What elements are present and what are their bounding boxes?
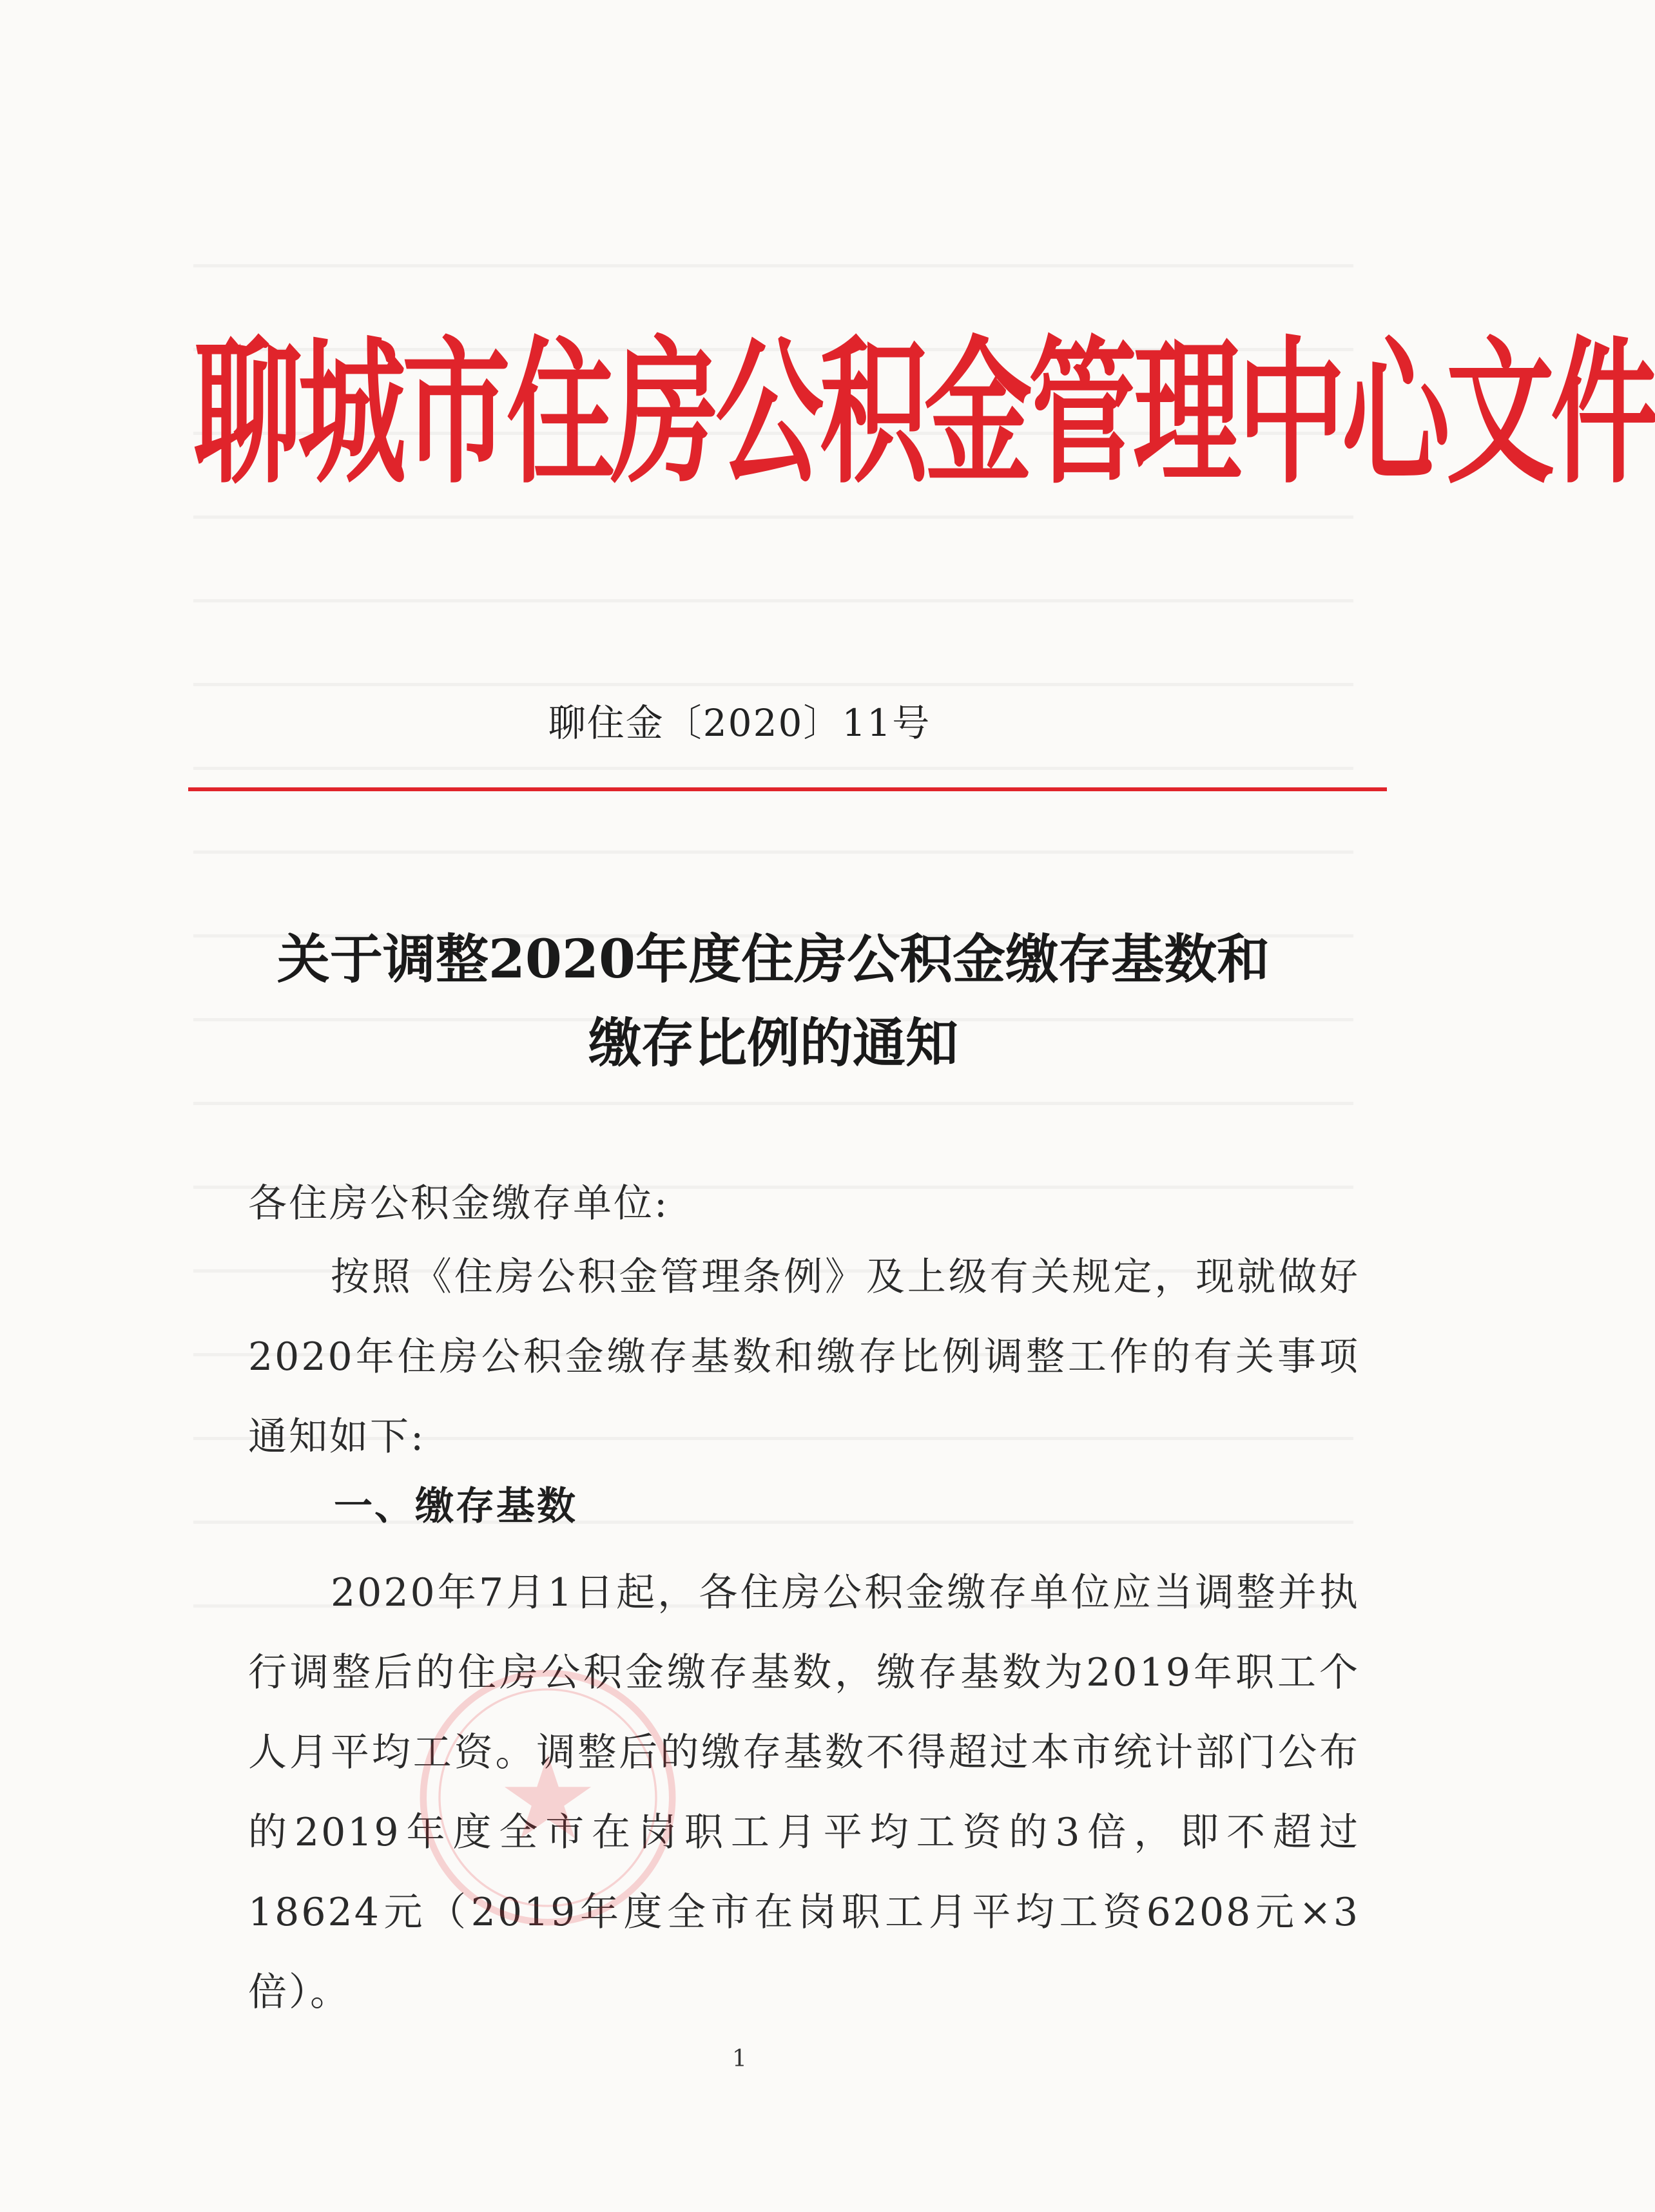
red-divider-line [188, 787, 1387, 791]
masthead-title: 聊城市住房公积金管理中心文件 [193, 322, 1655, 505]
document-number: 聊住金〔2020〕11号 [548, 701, 931, 745]
paragraph-intro: 按照《住房公积金管理条例》及上级有关规定，现就做好2020年住房公积金缴存基数和缴存比例调整工作的有关事项通知如下: [248, 1255, 1360, 1459]
page-number: 1 [732, 2046, 747, 2072]
official-seal-icon [412, 1662, 683, 1933]
section-heading-contribution-base: 一、缴存基数 [334, 1484, 577, 1529]
paragraph-contribution-base: 2020年7月1日起，各住房公积金缴存单位应当调整并执行调整后的住房公积金缴存基数，缴存基数为2019年职工个人月平均工资。调整后的缴存基数不得超过本市统计部门公布的2019年度全市在岗职工月平均工资的3倍，即不超过18624元（2019年度全市在岗职工月平均工资6208元×3倍）。 [248, 1570, 1360, 2015]
notice-title-line-1: 关于调整2020年度住房公积金缴存基数和 [276, 928, 1270, 990]
salutation: 各住房公积金缴存单位: [248, 1181, 670, 1226]
notice-title-line-2: 缴存比例的通知 [588, 1012, 958, 1074]
